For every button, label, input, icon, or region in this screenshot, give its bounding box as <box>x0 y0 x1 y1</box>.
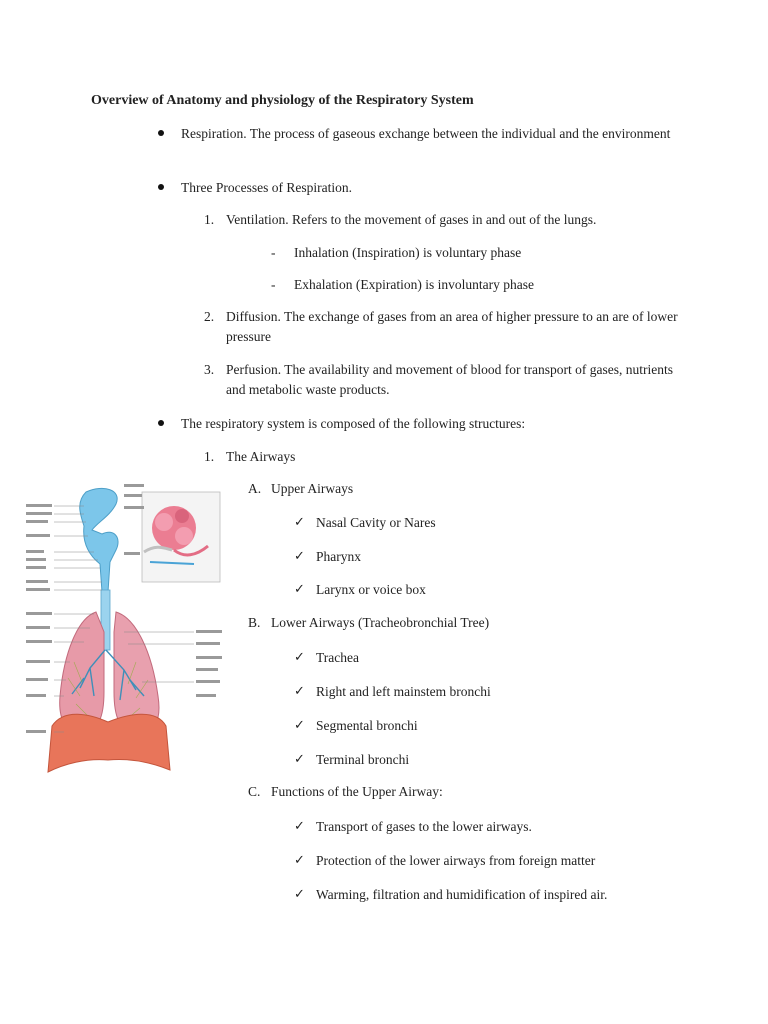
checkmark-icon: ✓ <box>294 582 305 597</box>
list-item: Trachea <box>316 650 359 665</box>
section-upper-airways: Upper Airways <box>271 481 354 496</box>
dash-marker: - <box>271 277 276 292</box>
respiration-definition: Respiration. The process of gaseous exchange between the individual and the environment <box>181 126 671 141</box>
respiratory-system-diagram <box>24 482 224 778</box>
list-number: 2. <box>204 309 215 324</box>
process-ventilation: Ventilation. Refers to the movement of gases in and out of the lungs. <box>226 212 597 227</box>
checkmark-icon: ✓ <box>294 752 305 767</box>
section-letter: C. <box>248 784 261 799</box>
airways-heading: The Airways <box>226 449 296 464</box>
three-processes-heading: Three Processes of Respiration. <box>181 180 352 195</box>
page-title: Overview of Anatomy and physiology of the Respiratory System <box>91 93 474 108</box>
section-upper-airway-functions: Functions of the Upper Airway: <box>271 784 443 799</box>
section-letter: B. <box>248 615 261 630</box>
checkmark-icon: ✓ <box>294 718 305 733</box>
structures-intro: The respiratory system is composed of the following structures: <box>181 416 526 431</box>
list-item: Terminal bronchi <box>316 752 410 767</box>
checkmark-icon: ✓ <box>294 853 305 868</box>
checkmark-icon: ✓ <box>294 515 305 530</box>
phase-exhalation: Exhalation (Expiration) is involuntary phase <box>294 277 534 292</box>
list-item: Nasal Cavity or Nares <box>316 515 436 530</box>
list-item: Warming, filtration and humidification of inspired air. <box>316 887 608 902</box>
bullet-dot-icon <box>158 130 164 136</box>
list-item: Segmental bronchi <box>316 718 418 733</box>
bullet-dot-icon <box>158 420 164 426</box>
list-number: 1. <box>204 449 215 464</box>
list-item: Right and left mainstem bronchi <box>316 684 491 699</box>
list-item: Larynx or voice box <box>316 582 426 597</box>
bullet-dot-icon <box>158 184 164 190</box>
nasal-cavity-shape <box>80 488 118 592</box>
phase-inhalation: Inhalation (Inspiration) is voluntary phase <box>294 245 522 260</box>
checkmark-icon: ✓ <box>294 650 305 665</box>
section-letter: A. <box>248 481 262 496</box>
list-item: Protection of the lower airways from foreign matter <box>316 853 596 868</box>
list-number: 3. <box>204 362 215 377</box>
checkmark-icon: ✓ <box>294 549 305 564</box>
dash-marker: - <box>271 245 276 260</box>
checkmark-icon: ✓ <box>294 819 305 834</box>
process-perfusion: Perfusion. The availability and movement of blood for transport of gases, nutrients and metabolic waste products. <box>226 362 674 397</box>
list-item: Transport of gases to the lower airways. <box>316 819 532 834</box>
list-item: Pharynx <box>316 549 361 564</box>
checkmark-icon: ✓ <box>294 684 305 699</box>
checkmark-icon: ✓ <box>294 887 305 902</box>
list-number: 1. <box>204 212 215 227</box>
process-diffusion: Diffusion. The exchange of gases from an area of higher pressure to an are of lower pressure <box>226 309 678 344</box>
section-lower-airways: Lower Airways (Tracheobronchial Tree) <box>271 615 490 630</box>
diaphragm-shape <box>48 714 170 772</box>
